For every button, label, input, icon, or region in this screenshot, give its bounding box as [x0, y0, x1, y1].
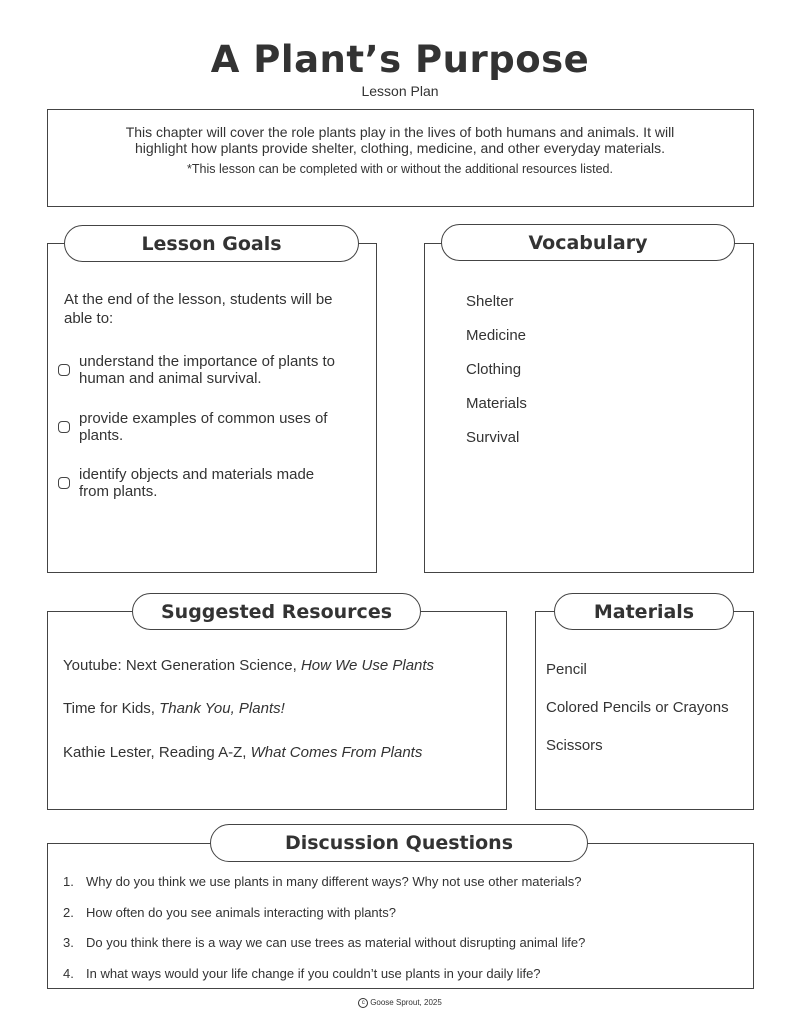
page-subtitle: Lesson Plan [361, 83, 439, 99]
resource-title: How We Use Plants [300, 657, 435, 674]
resource-source: Youtube: Next Generation Science, [63, 657, 301, 674]
vocabulary-heading: Vocabulary [441, 224, 735, 261]
discussion-heading: Discussion Questions [210, 824, 588, 862]
question-number: 4. [63, 966, 74, 981]
question-number: 3. [63, 935, 74, 950]
goal-item-2-line-2: plants. [79, 427, 124, 444]
goal-item-2 [79, 410, 327, 444]
footer [0, 998, 800, 1008]
vocab-item: Shelter [466, 293, 514, 310]
resource-item [63, 657, 434, 674]
goal-checkbox-2[interactable] [58, 421, 70, 433]
lesson-goals-heading: Lesson Goals [64, 225, 359, 262]
vocab-item: Materials [466, 395, 527, 412]
intro-line-2: highlight how plants provide shelter, clothing, medicine, and other everyday materials. [135, 140, 665, 156]
vocab-item: Medicine [466, 327, 527, 344]
footer-text: Goose Sprout, 2025 [370, 998, 442, 1008]
vocab-item: Survival [466, 429, 520, 446]
resource-item [63, 700, 285, 717]
goal-item-1-line-2: human and animal survival. [79, 370, 262, 387]
question-number: 2. [63, 905, 74, 920]
goal-item-3 [79, 466, 314, 500]
material-item: Colored Pencils or Crayons [546, 699, 729, 716]
copyright-icon: c [358, 998, 368, 1008]
goals-intro [64, 290, 333, 328]
intro-description [60, 124, 740, 156]
question-text: Why do you think we use plants in many different ways? Why not use other materials? [86, 874, 582, 889]
intro-line-1: This chapter will cover the role plants play in the lives of both humans and animals. It will [125, 124, 675, 140]
goal-checkbox-1[interactable] [58, 364, 70, 376]
question-number: 1. [63, 874, 74, 889]
goal-item-1-line-1: understand the importance of plants to [79, 353, 335, 370]
intro-note: *This lesson can be completed with or without the additional resources listed. [187, 162, 613, 176]
goal-item-3-line-2: from plants. [79, 483, 158, 500]
vocab-item: Clothing [466, 361, 522, 378]
resource-source: Kathie Lester, Reading A-Z, [63, 744, 251, 761]
goal-item-3-line-1: identify objects and materials made [79, 466, 315, 483]
goal-checkbox-3[interactable] [58, 477, 70, 489]
question-text: Do you think there is a way we can use trees as material without disrupting animal life? [86, 935, 586, 950]
resource-source: Time for Kids, [63, 700, 160, 717]
goals-intro-line-1: At the end of the lesson, students will be [64, 291, 333, 308]
goal-item-2-line-1: provide examples of common uses of [79, 410, 328, 427]
resources-heading: Suggested Resources [132, 593, 421, 630]
page-title: A Plant’s Purpose [210, 38, 590, 81]
question-text: In what ways would your life change if you couldn’t use plants in your daily life? [86, 966, 541, 981]
resource-title: What Comes From Plants [250, 744, 423, 761]
materials-heading: Materials [554, 593, 734, 630]
material-item: Pencil [546, 661, 587, 678]
resource-title: Thank You, Plants! [159, 700, 285, 717]
goal-item-1 [79, 353, 335, 387]
goals-intro-line-2: able to: [64, 310, 114, 327]
question-text: How often do you see animals interacting with plants? [86, 905, 397, 920]
material-item: Scissors [546, 737, 603, 754]
resource-item [63, 744, 422, 761]
